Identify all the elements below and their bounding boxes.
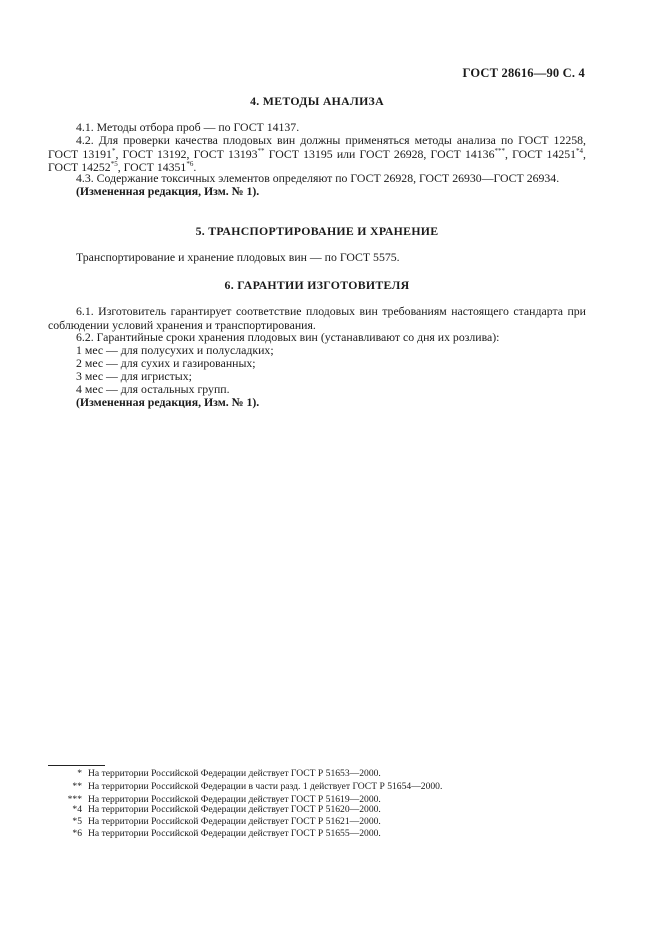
paragraph-5: Транспортирование и хранение плодовых вин — по ГОСТ 5575. [76,250,400,264]
list-item: 4 мес — для остальных групп. [76,382,230,396]
footnote: ** На территории Российской Федерации в части разд. 1 действует ГОСТ Р 51654—2000. [72,781,443,792]
paragraph-6-2: 6.2. Гарантийные сроки хранения плодовых вин (устанавливают со дня их розлива): [76,330,500,344]
paragraph-6-1: 6.1. Изготовитель гарантирует соответствие плодовых вин требованиям настоящего стандарта при соблюдении условий хранения и транспортирования. [48,304,586,332]
list-item: 2 мес — для сухих и газированных; [76,356,256,370]
paragraph-4-2: 4.2. Для проверки качества плодовых вин должны применяться методы анализа по ГОСТ 12258, ГОСТ 13191*, ГОСТ 13192, ГОСТ 13193** ГОСТ 13195 или ГОСТ 26928, ГОСТ 14136***, ГОСТ 14251$^{*4}$, ГОСТ 14252$^{*5}$, ГОСТ 14351$^{*6}$. [48,133,586,175]
section-4-heading: 4. МЕТОДЫ АНАЛИЗА [250,94,384,108]
footnote: * На территории Российской Федерации действует ГОСТ Р 51653—2000. [77,768,381,779]
paragraph-4-1: 4.1. Методы отбора проб — по ГОСТ 14137. [76,120,300,134]
amendment-note-4: (Измененная редакция, Изм. № 1). [76,184,260,198]
list-item: 1 мес — для полусухих и полусладких; [76,343,274,357]
amendment-note-6: (Измененная редакция, Изм. № 1). [76,395,260,409]
paragraph-4-3: 4.3. Содержание токсичных элементов определяют по ГОСТ 26928, ГОСТ 26930—ГОСТ 26934. [76,171,560,185]
footnote-separator [48,765,105,766]
footnote: *4 На территории Российской Федерации действует ГОСТ Р 51620—2000. [72,804,381,815]
page-header: ГОСТ 28616—90 С. 4 [462,66,585,80]
section-5-heading: 5. ТРАНСПОРТИРОВАНИЕ И ХРАНЕНИЕ [195,224,439,238]
footnote: *5 На территории Российской Федерации действует ГОСТ Р 51621—2000. [72,816,381,827]
footnote: *6 На территории Российской Федерации действует ГОСТ Р 51655—2000. [72,828,381,839]
list-item: 3 мес — для игристых; [76,369,192,383]
footnote: *** На территории Российской Федерации действует ГОСТ Р 51619—2000. [67,794,381,805]
section-6-heading: 6. ГАРАНТИИ ИЗГОТОВИТЕЛЯ [224,278,410,292]
